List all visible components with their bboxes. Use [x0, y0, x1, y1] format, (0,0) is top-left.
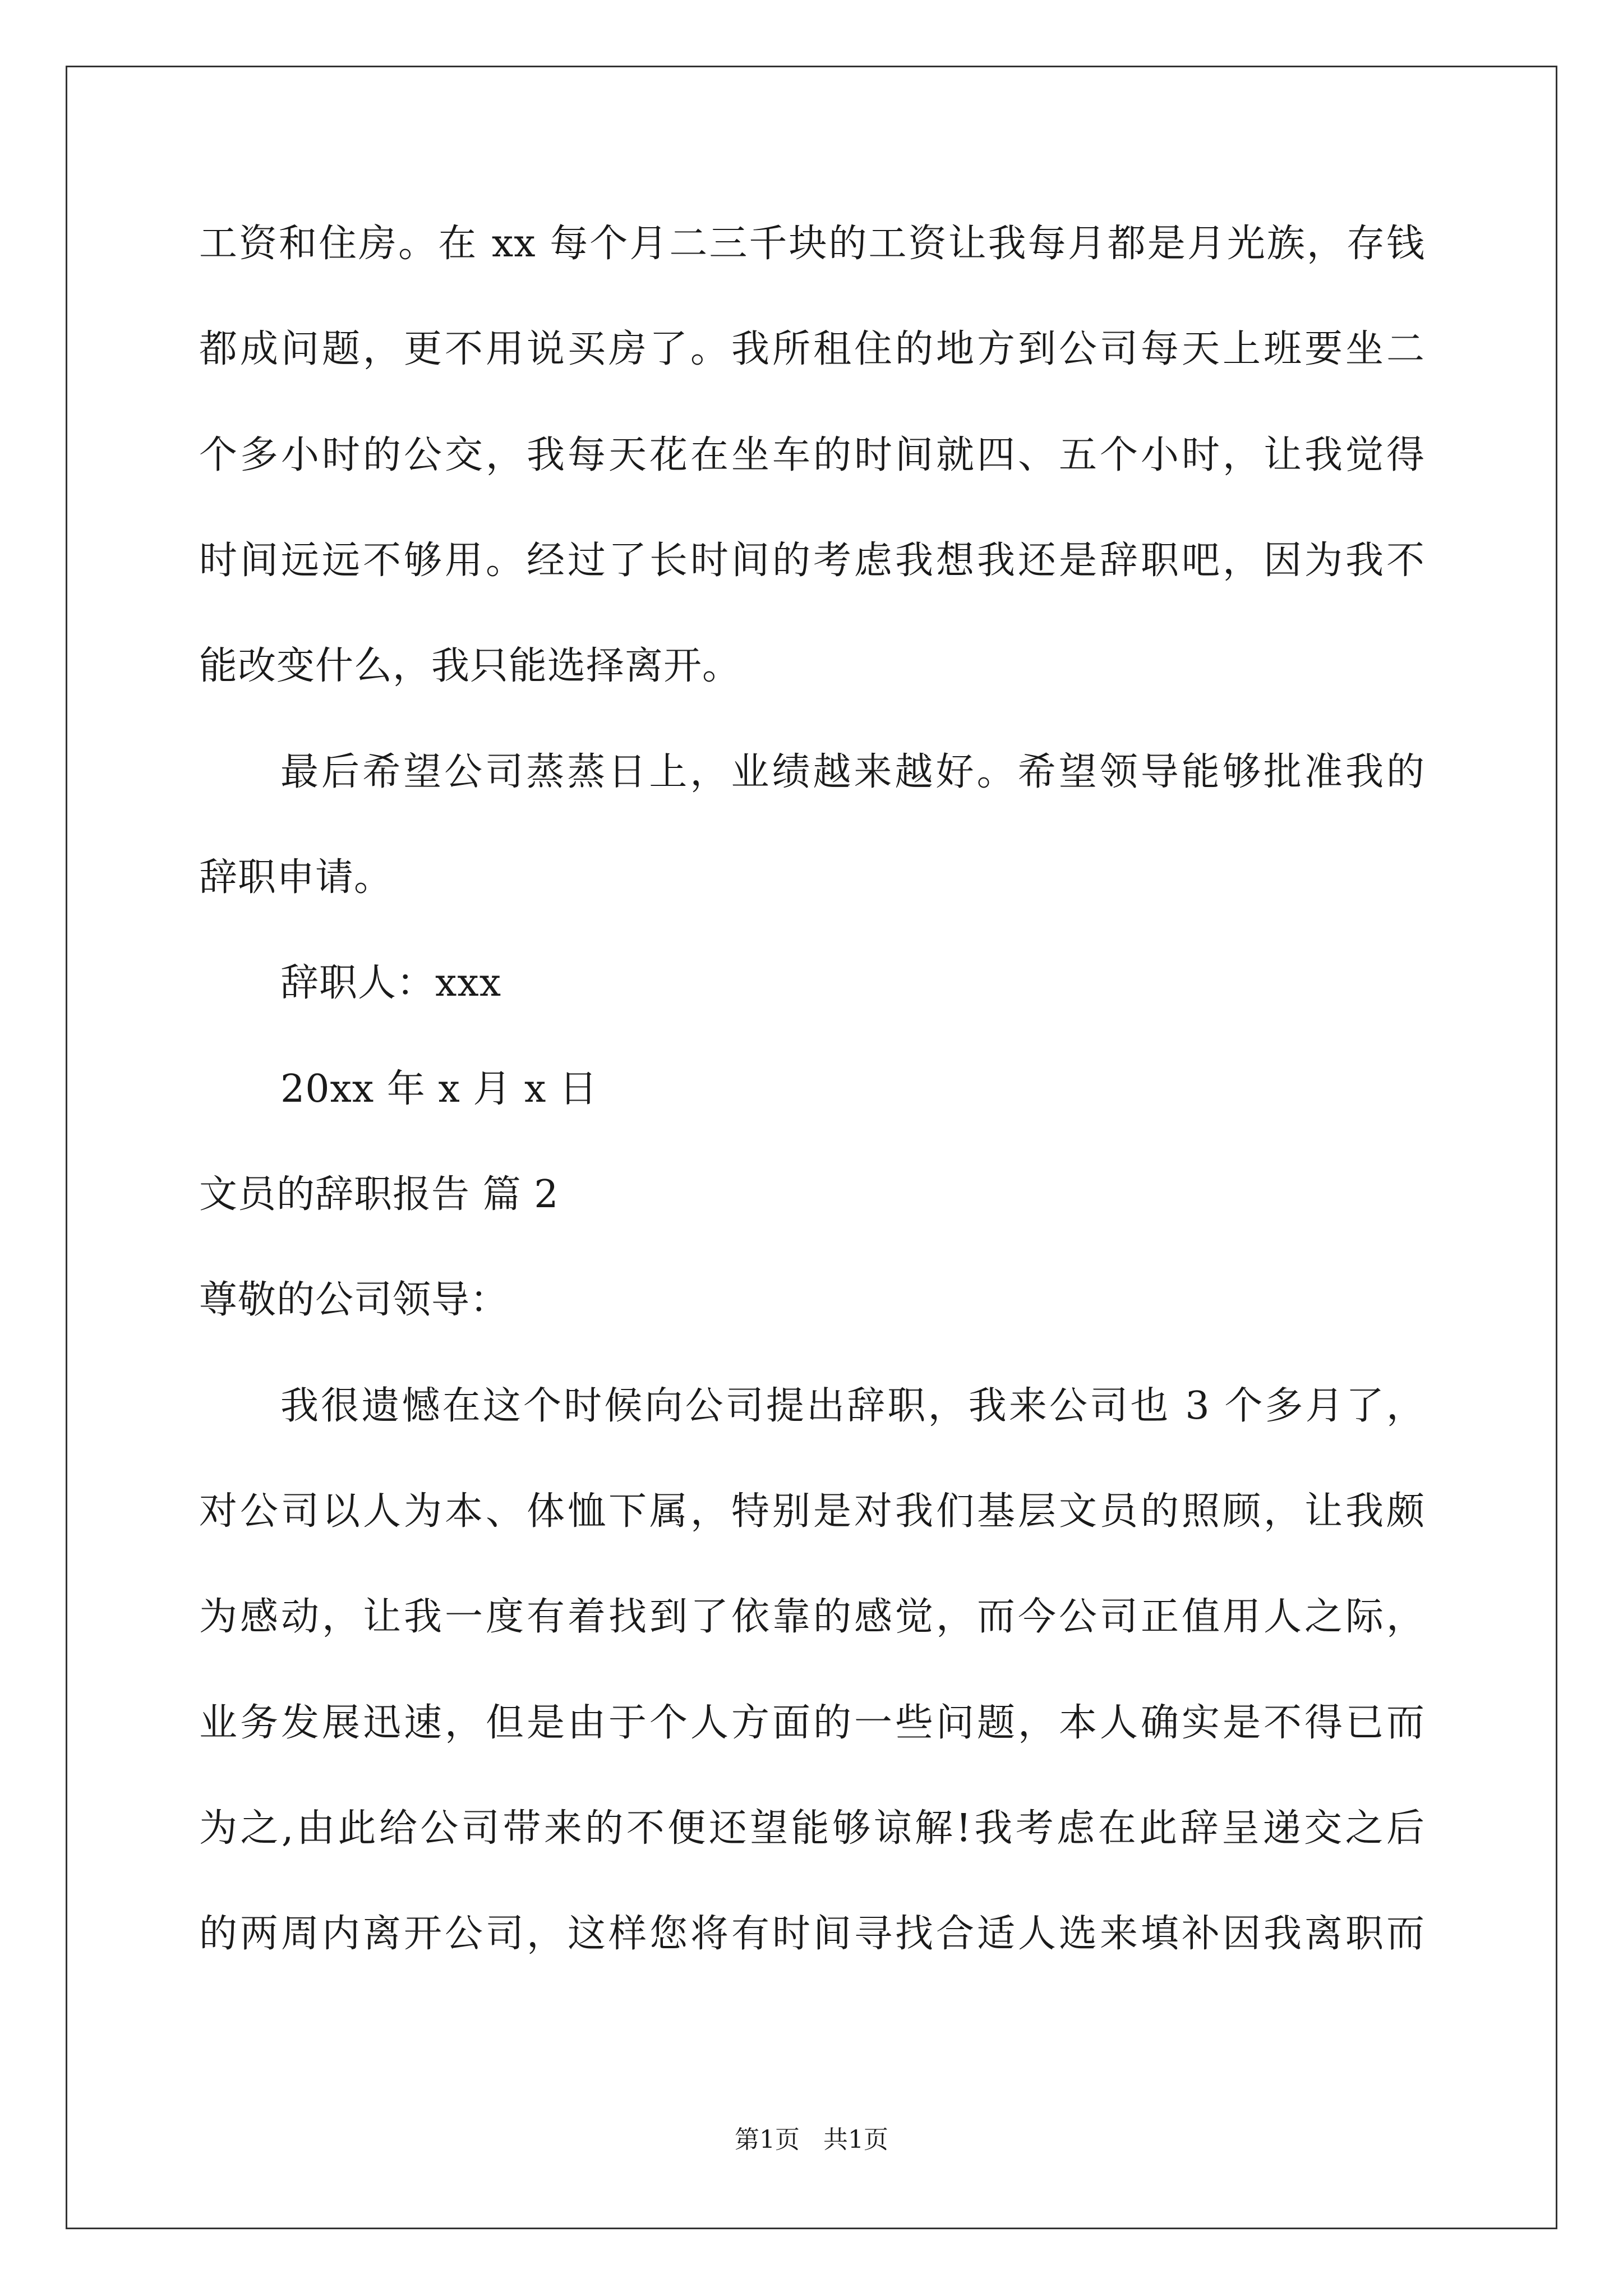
body-text-line: 能改变什么，我只能选择离开。 — [199, 644, 741, 688]
body-text-line: 个多小时的公交，我每天花在坐车的时间就四、五个小时，让我觉得 — [199, 433, 1425, 477]
body-text-line: 时间远远不够用。经过了长时间的考虑我想我还是辞职吧，因为我不 — [199, 539, 1425, 583]
body-text-line: 业务发展迅速，但是由于个人方面的一些问题，本人确实是不得已而 — [199, 1701, 1425, 1745]
date-line: 20xx 年 x 月 x 日 — [280, 1067, 598, 1111]
signature-line: 辞职人：xxx — [280, 961, 502, 1005]
body-text-line: 为之,由此给公司带来的不便还望能够谅解!我考虑在此辞呈递交之后 — [199, 1806, 1425, 1851]
body-text-line: 工资和住房。在 xx 每个月二三千块的工资让我每月都是月光族，存钱 — [199, 222, 1425, 266]
body-text-line: 对公司以人为本、体恤下属，特别是对我们基层文员的照顾，让我颇 — [199, 1489, 1425, 1534]
body-text-line: 最后希望公司蒸蒸日上，业绩越来越好。希望领导能够批准我的 — [280, 750, 1425, 794]
page-border — [66, 66, 1557, 2229]
body-text-line: 辞职申请。 — [199, 855, 393, 900]
body-text-line: 的两周内离开公司，这样您将有时间寻找合适人选来填补因我离职而 — [199, 1912, 1425, 1956]
page-number-footer: 第1页 共1页 — [735, 2125, 888, 2154]
section-heading: 文员的辞职报告 篇 2 — [199, 1172, 559, 1217]
body-text-line: 我很遗憾在这个时候向公司提出辞职，我来公司也 3 个多月了， — [280, 1384, 1425, 1428]
body-text-line: 为感动，让我一度有着找到了依靠的感觉，而今公司正值用人之际， — [199, 1595, 1425, 1639]
body-text-line: 都成问题，更不用说买房了。我所租住的地方到公司每天上班要坐二 — [199, 327, 1425, 371]
salutation: 尊敬的公司领导： — [199, 1278, 509, 1322]
